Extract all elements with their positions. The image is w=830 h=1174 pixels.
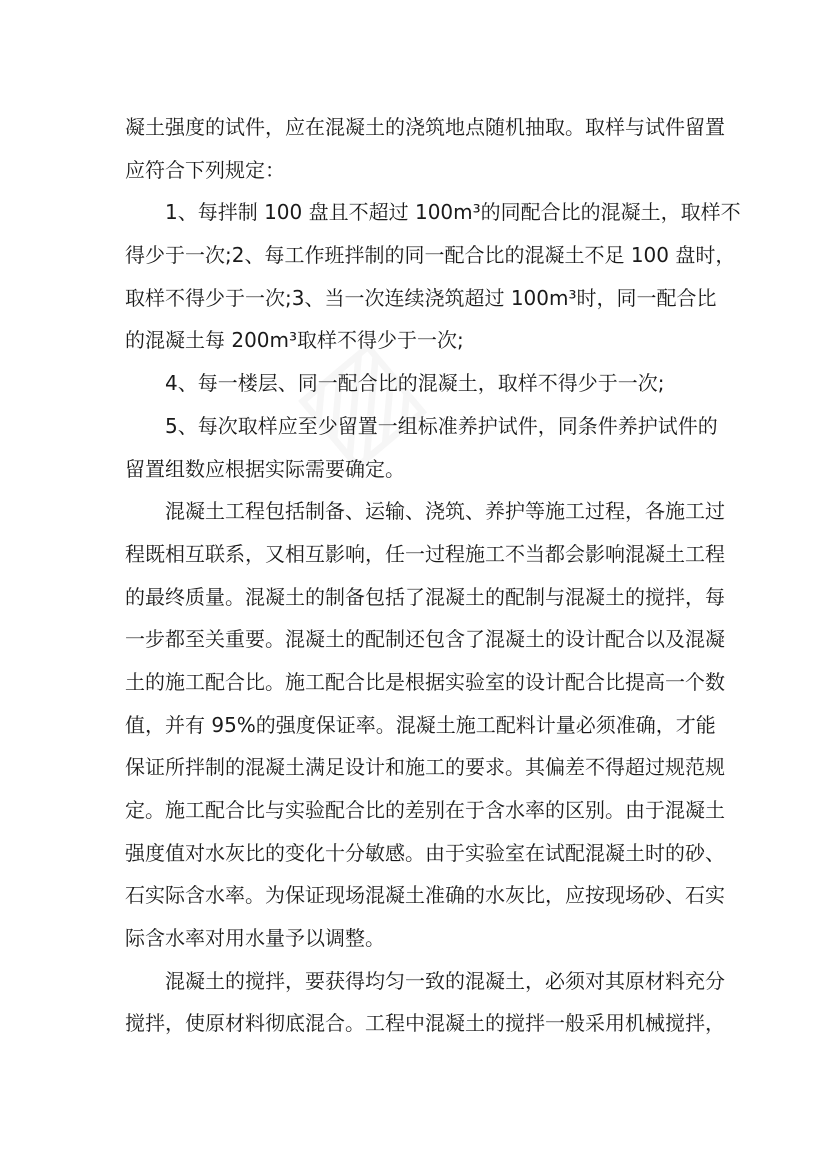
text-line: 得少于一次;2、每工作班拌制的同一配合比的混凝土不足 100 盘时， xyxy=(125,243,736,268)
text-line: 际含水率对用水量予以调整。 xyxy=(125,926,385,951)
text-line: 留置组数应根据实际需要确定。 xyxy=(125,456,405,481)
text-line: 应符合下列规定： xyxy=(125,157,285,182)
text-line: 4、每一楼层、同一配合比的混凝土，取样不得少于一次; xyxy=(165,371,665,396)
text-line: 强度值对水灰比的变化十分敏感。由于实验室在试配混凝土时的砂、 xyxy=(125,840,725,865)
text-line: 一步都至关重要。混凝土的配制还包含了混凝土的设计配合以及混凝 xyxy=(125,627,725,652)
text-line: 的混凝土每 200m³取样不得少于一次; xyxy=(125,328,464,353)
text-line: 取样不得少于一次;3、当一次连续浇筑超过 100m³时，同一配合比 xyxy=(125,285,717,310)
text-line: 5、每次取样应至少留置一组标准养护试件，同条件养护试件的 xyxy=(165,413,718,438)
text-line: 1、每拌制 100 盘且不超过 100m³的同配合比的混凝土，取样不 xyxy=(165,200,741,225)
text-line: 定。施工配合比与实验配合比的差别在于含水率的区别。由于混凝土 xyxy=(125,798,725,822)
text-line: 凝土强度的试件，应在混凝土的浇筑地点随机抽取。取样与试件留置 xyxy=(125,115,725,139)
text-line: 程既相互联系，又相互影响，任一过程施工不当都会影响混凝土工程 xyxy=(125,541,725,566)
text-line: 混凝土的搅拌，要获得均匀一致的混凝土，必须对其原材料充分 xyxy=(165,968,725,993)
text-line: 的最终质量。混凝土的制备包括了混凝土的配制与混凝土的搅拌，每 xyxy=(125,584,725,609)
text-line: 混凝土工程包括制备、运输、浇筑、养护等施工过程，各施工过 xyxy=(165,499,725,524)
text-line: 石实际含水率。为保证现场混凝土准确的水灰比，应按现场砂、石实 xyxy=(125,883,725,908)
document-body xyxy=(125,106,741,1045)
text-line: 值，并有 95%的强度保证率。混凝土施工配料计量必须准确，才能 xyxy=(125,712,716,737)
text-line: 保证所拌制的混凝土满足设计和施工的要求。其偏差不得超过规范规 xyxy=(125,755,725,780)
text-line: 搅拌，使原材料彻底混合。工程中混凝土的搅拌一般采用机械搅拌， xyxy=(125,1011,725,1036)
text-line: 土的施工配合比。施工配合比是根据实验室的设计配合比提高一个数 xyxy=(125,669,725,694)
